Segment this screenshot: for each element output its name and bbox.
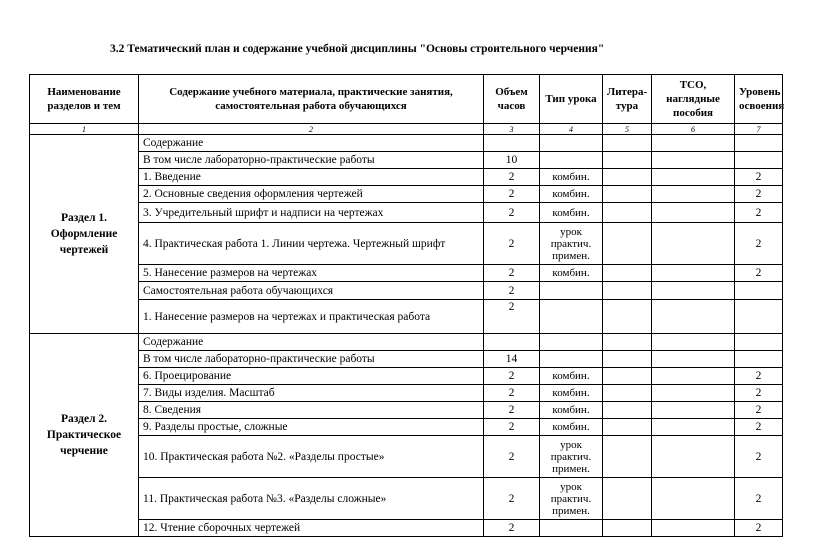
row-literature	[603, 135, 652, 152]
row-level: 2	[735, 419, 783, 436]
row-level: 2	[735, 520, 783, 537]
row-hours: 10	[484, 152, 540, 169]
row-literature	[603, 351, 652, 368]
row-content: 6. Проецирование	[139, 368, 484, 385]
row-tso	[652, 520, 735, 537]
row-level: 2	[735, 169, 783, 186]
row-type	[540, 282, 603, 300]
row-type: комбин.	[540, 385, 603, 402]
row-hours: 2	[484, 186, 540, 203]
row-content: Содержание	[139, 135, 484, 152]
table-row	[30, 223, 783, 265]
row-literature	[603, 152, 652, 169]
row-level: 2	[735, 265, 783, 282]
row-type: комбин.	[540, 402, 603, 419]
row-hours: 2	[484, 478, 540, 520]
table-row	[30, 351, 783, 368]
thematic-plan-table	[29, 74, 783, 537]
column-number: 6	[652, 124, 735, 135]
row-content: 12. Чтение сборочных чертежей	[139, 520, 484, 537]
row-tso	[652, 436, 735, 478]
row-content: Самостоятельная работа обучающихся	[139, 282, 484, 300]
table-row	[30, 520, 783, 537]
row-type: урок практич. примен.	[540, 478, 603, 520]
table-row	[30, 152, 783, 169]
row-content: 1. Введение	[139, 169, 484, 186]
table-row	[30, 265, 783, 282]
row-content: В том числе лабораторно-практические работы	[139, 152, 484, 169]
row-level: 2	[735, 385, 783, 402]
table-row	[30, 186, 783, 203]
row-hours: 2	[484, 223, 540, 265]
row-literature	[603, 334, 652, 351]
row-type	[540, 152, 603, 169]
row-hours: 2	[484, 300, 540, 334]
header-content: Содержание учебного материала, практические занятия, самостоятельная работа обучающихся	[139, 75, 484, 124]
row-level: 2	[735, 402, 783, 419]
column-number: 7	[735, 124, 783, 135]
row-type: комбин.	[540, 265, 603, 282]
row-type: урок практич. примен.	[540, 223, 603, 265]
header-section-name: Наименование разделов и тем	[30, 75, 139, 124]
table-row	[30, 478, 783, 520]
row-type	[540, 351, 603, 368]
row-content: 2. Основные сведения оформления чертежей	[139, 186, 484, 203]
table-row	[30, 135, 783, 152]
row-tso	[652, 169, 735, 186]
header-lesson-type: Тип урока	[540, 75, 603, 124]
row-content: 11. Практическая работа №3. «Разделы сложные»	[139, 478, 484, 520]
row-literature	[603, 419, 652, 436]
row-content: 4. Практическая работа 1. Линии чертежа. Чертежный шрифт	[139, 223, 484, 265]
column-number: 5	[603, 124, 652, 135]
table-row	[30, 385, 783, 402]
row-type: комбин.	[540, 169, 603, 186]
section-name: Раздел 1. Оформление чертежей	[30, 135, 139, 334]
table-row	[30, 169, 783, 186]
row-level	[735, 282, 783, 300]
row-tso	[652, 135, 735, 152]
row-tso	[652, 351, 735, 368]
row-level: 2	[735, 223, 783, 265]
row-hours: 2	[484, 520, 540, 537]
table-row	[30, 282, 783, 300]
row-type: комбин.	[540, 186, 603, 203]
row-hours	[484, 334, 540, 351]
row-content: В том числе лабораторно-практические работы	[139, 351, 484, 368]
row-literature	[603, 282, 652, 300]
row-type	[540, 334, 603, 351]
page-title: 3.2 Тематический план и содержание учебной дисциплины "Основы строительного черчения"	[110, 43, 605, 55]
row-tso	[652, 186, 735, 203]
row-literature	[603, 478, 652, 520]
row-tso	[652, 152, 735, 169]
row-tso	[652, 419, 735, 436]
table-row	[30, 419, 783, 436]
row-level: 2	[735, 478, 783, 520]
row-literature	[603, 368, 652, 385]
row-content: Содержание	[139, 334, 484, 351]
row-literature	[603, 186, 652, 203]
row-type	[540, 520, 603, 537]
row-tso	[652, 368, 735, 385]
row-type: комбин.	[540, 203, 603, 223]
row-tso	[652, 282, 735, 300]
row-tso	[652, 300, 735, 334]
table-row	[30, 368, 783, 385]
table-row	[30, 436, 783, 478]
row-content: 10. Практическая работа №2. «Разделы простые»	[139, 436, 484, 478]
row-hours: 2	[484, 402, 540, 419]
row-hours: 2	[484, 436, 540, 478]
row-literature	[603, 223, 652, 265]
row-content: 7. Виды изделия. Масштаб	[139, 385, 484, 402]
row-tso	[652, 223, 735, 265]
row-hours: 2	[484, 368, 540, 385]
row-content: 9. Разделы простые, сложные	[139, 419, 484, 436]
header-hours: Объем часов	[484, 75, 540, 124]
row-type: комбин.	[540, 419, 603, 436]
row-content: 3. Учредительный шрифт и надписи на чертежах	[139, 203, 484, 223]
row-hours: 2	[484, 169, 540, 186]
row-tso	[652, 334, 735, 351]
row-level	[735, 152, 783, 169]
row-literature	[603, 436, 652, 478]
row-type: комбин.	[540, 368, 603, 385]
row-literature	[603, 203, 652, 223]
table-row	[30, 334, 783, 351]
header-level: Уровень освоения	[735, 75, 783, 124]
row-hours: 2	[484, 203, 540, 223]
table-row	[30, 402, 783, 419]
row-literature	[603, 385, 652, 402]
row-level	[735, 135, 783, 152]
row-literature	[603, 300, 652, 334]
row-hours: 2	[484, 282, 540, 300]
row-level	[735, 334, 783, 351]
row-content: 1. Нанесение размеров на чертежах и практическая работа	[139, 300, 484, 334]
table-row	[30, 203, 783, 223]
row-content: 5. Нанесение размеров на чертежах	[139, 265, 484, 282]
row-literature	[603, 402, 652, 419]
row-tso	[652, 265, 735, 282]
row-hours: 2	[484, 385, 540, 402]
row-hours	[484, 135, 540, 152]
row-level	[735, 300, 783, 334]
row-literature	[603, 520, 652, 537]
header-row	[30, 75, 783, 124]
column-number: 1	[30, 124, 139, 135]
row-hours: 2	[484, 265, 540, 282]
row-tso	[652, 402, 735, 419]
column-number-row	[30, 124, 783, 135]
row-literature	[603, 169, 652, 186]
row-tso	[652, 203, 735, 223]
row-tso	[652, 478, 735, 520]
row-type: урок практич. примен.	[540, 436, 603, 478]
column-number: 4	[540, 124, 603, 135]
row-level: 2	[735, 368, 783, 385]
row-level: 2	[735, 436, 783, 478]
row-content: 8. Сведения	[139, 402, 484, 419]
row-type	[540, 135, 603, 152]
row-level: 2	[735, 203, 783, 223]
row-level: 2	[735, 186, 783, 203]
column-number: 3	[484, 124, 540, 135]
row-type	[540, 300, 603, 334]
header-literature: Литера-тура	[603, 75, 652, 124]
row-literature	[603, 265, 652, 282]
row-tso	[652, 385, 735, 402]
row-level	[735, 351, 783, 368]
header-tso: ТСО, наглядные пособия	[652, 75, 735, 124]
table-row	[30, 300, 783, 334]
column-number: 2	[139, 124, 484, 135]
row-hours: 14	[484, 351, 540, 368]
row-hours: 2	[484, 419, 540, 436]
section-name: Раздел 2. Практическое черчение	[30, 334, 139, 537]
